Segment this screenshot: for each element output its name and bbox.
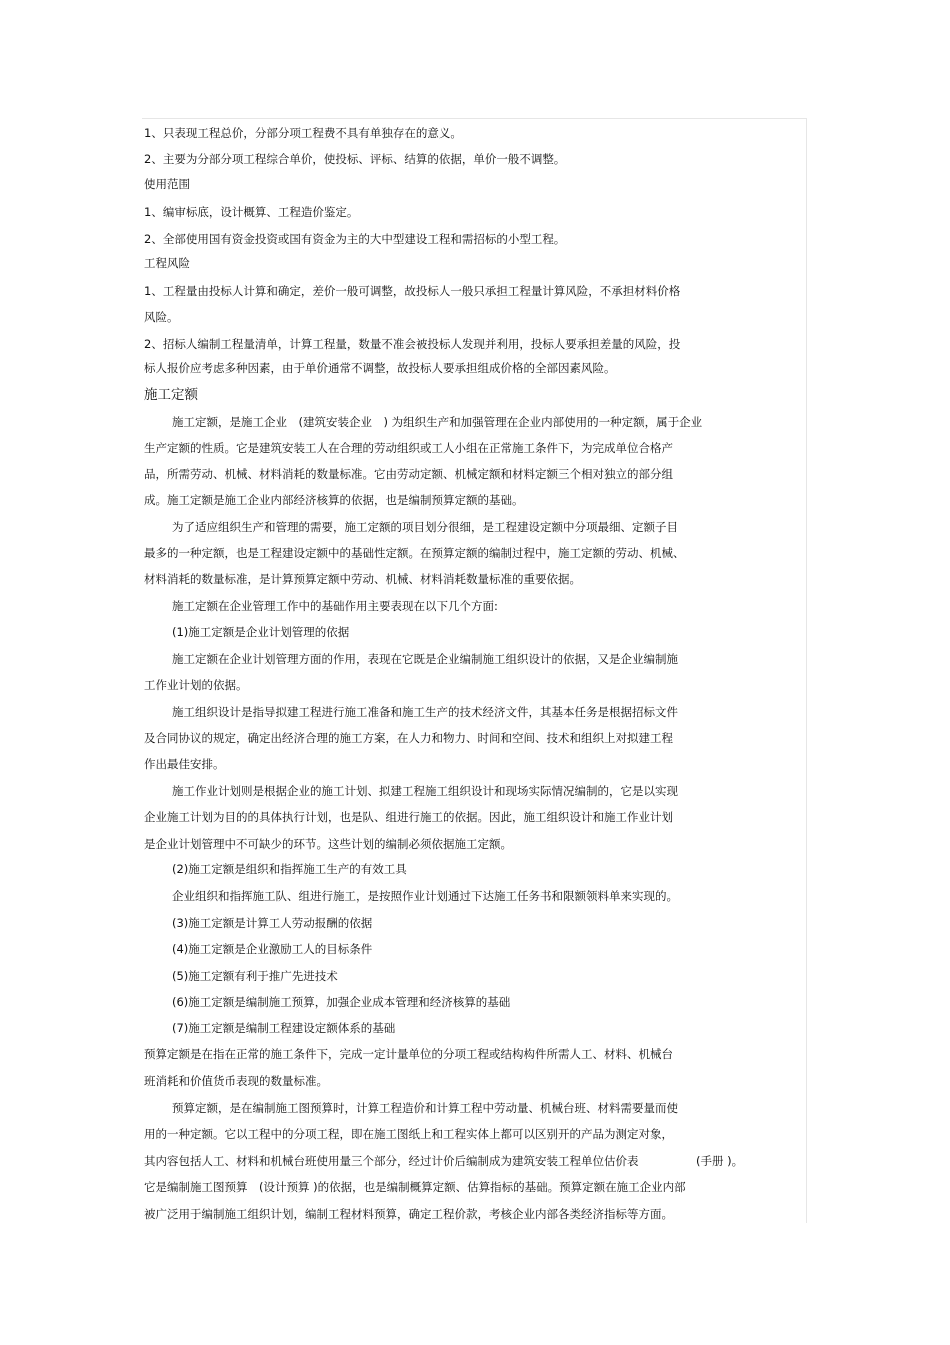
paragraph-line: 生产定额的性质。它是建筑安装工人在合理的劳动组织或工人小组在正常施工条件下，为完成单位合格产 [144, 441, 673, 455]
list-item: (7)施工定额是编制工程建设定额体系的基础 [172, 1021, 396, 1035]
list-item: (4)施工定额是企业激励工人的目标条件 [172, 942, 373, 956]
section-heading: 施工定额 [144, 387, 198, 403]
text-line: 风险。 [144, 310, 179, 324]
paragraph-line: 施工定额，是施工企业 (建筑安装企业 ) 为组织生产和加强管理在企业内部使用的一种定额，属于企业 [172, 415, 703, 429]
list-item: (2)施工定额是组织和指挥施工生产的有效工具 [172, 862, 407, 876]
paragraph-line: 企业施工计划为目的的具体执行计划，也是队、组进行施工的依据。因此，施工组织设计和施工作业计划 [144, 810, 673, 824]
paragraph-line: 它是编制施工图预算 (设计预算 )的依据，也是编制概算定额、估算指标的基础。预算定额在施工企业内部 [144, 1180, 686, 1194]
paragraph-line: 为了适应组织生产和管理的需要，施工定额的项目划分很细，是工程建设定额中分项最细、定额子目 [172, 520, 678, 534]
text-line: 1、只表现工程总价，分部分项工程费不具有单独存在的意义。 [144, 126, 462, 140]
paragraph-line: 被广泛用于编制施工组织计划，编制工程材料预算，确定工程价款，考核企业内部各类经济指标等方面。 [144, 1207, 673, 1221]
page-frame-top-border [142, 118, 806, 119]
paragraph-line: 材料消耗的数量标准，是计算预算定额中劳动、机械、材料消耗数量标准的重要依据。 [144, 572, 581, 586]
paragraph-line: 预算定额是在指在正常的施工条件下，完成一定计量单位的分项工程或结构构件所需人工、材料、机械台 [144, 1047, 673, 1061]
text-line: 标人报价应考虑多种因素，由于单价通常不调整，故投标人要承担组成价格的全部因素风险。 [144, 361, 616, 375]
paragraph-line: 最多的一种定额，也是工程建设定额中的基础性定额。在预算定额的编制过程中，施工定额的劳动、机械、 [144, 546, 685, 560]
paragraph-line: 施工定额在企业计划管理方面的作用，表现在它既是企业编制施工组织设计的依据，又是企业编制施 [172, 652, 678, 666]
text-line: 2、全部使用国有资金投资或国有资金为主的大中型建设工程和需招标的小型工程。 [144, 232, 566, 246]
text-line: 1、编审标底，设计概算、工程造价鉴定。 [144, 205, 359, 219]
list-item: (5)施工定额有利于推广先进技术 [172, 969, 338, 983]
paragraph-line: 企业组织和指挥施工队、组进行施工，是按照作业计划通过下达施工任务书和限额领料单来实现的。 [172, 889, 678, 903]
text-line: 2、主要为分部分项工程综合单价，使投标、评标、结算的依据，单价一般不调整。 [144, 152, 566, 166]
text-line: 1、工程量由投标人计算和确定，差价一般可调整，故投标人一般只承担工程量计算风险，不承担材料价格 [144, 284, 681, 298]
paragraph-line: 其内容包括人工、材料和机械台班使用量三个部分，经过计价后编制成为建筑安装工程单位估价表 (手册 )。 [144, 1154, 744, 1168]
page-frame-right-border [806, 118, 807, 1223]
section-label: 使用范围 [144, 177, 190, 191]
paragraph-line: 用的一种定额。它以工程中的分项工程，即在施工图纸上和工程实体上都可以区别开的产品为测定对象， [144, 1127, 673, 1141]
list-item: (3)施工定额是计算工人劳动报酬的依据 [172, 916, 373, 930]
section-label: 工程风险 [144, 256, 190, 270]
paragraph-line: 品，所需劳动、机械、材料消耗的数量标准。它由劳动定额、机械定额和材料定额三个相对独立的部分组 [144, 467, 673, 481]
paragraph-line: 施工定额在企业管理工作中的基础作用主要表现在以下几个方面: [172, 599, 498, 613]
paragraph-line: 是企业计划管理中不可缺少的环节。这些计划的编制必须依据施工定额。 [144, 837, 512, 851]
paragraph-line: 作出最佳安排。 [144, 757, 225, 771]
list-item: (1)施工定额是企业计划管理的依据 [172, 625, 350, 639]
paragraph-line: 预算定额，是在编制施工图预算时，计算工程造价和计算工程中劳动量、机械台班、材料需要量而使 [172, 1101, 678, 1115]
paragraph-line: 成。施工定额是施工企业内部经济核算的依据，也是编制预算定额的基础。 [144, 493, 524, 507]
list-item: (6)施工定额是编制施工预算，加强企业成本管理和经济核算的基础 [172, 995, 511, 1009]
paragraph-line: 施工作业计划则是根据企业的施工计划、拟建工程施工组织设计和现场实际情况编制的，它是以实现 [172, 784, 678, 798]
paragraph-line: 施工组织设计是指导拟建工程进行施工准备和施工生产的技术经济文件，其基本任务是根据招标文件 [172, 705, 678, 719]
paragraph-line: 及合同协议的规定，确定出经济合理的施工方案，在人力和物力、时间和空间、技术和组织上对拟建工程 [144, 731, 673, 745]
paragraph-line: 工作业计划的依据。 [144, 678, 248, 692]
text-line: 2、招标人编制工程量清单，计算工程量，数量不准会被投标人发现并利用，投标人要承担差量的风险，投 [144, 337, 681, 351]
paragraph-line: 班消耗和价值货币表现的数量标准。 [144, 1074, 328, 1088]
